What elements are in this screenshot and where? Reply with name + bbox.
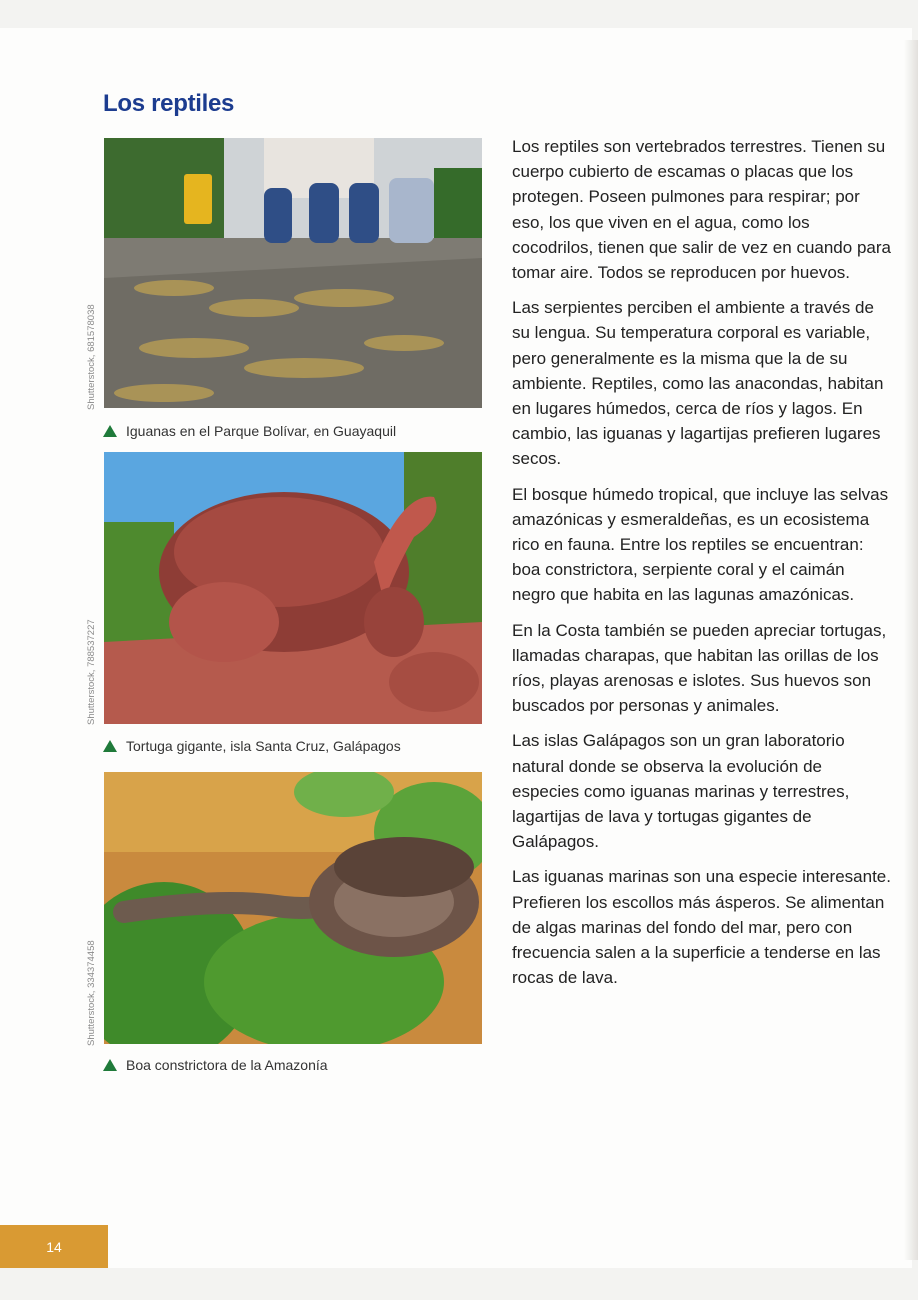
triangle-marker-icon [103, 1059, 117, 1071]
photo-credit: Shutterstock, 681578038 [86, 304, 97, 410]
paragraph: El bosque húmedo tropical, que incluye las selvas amazónicas y esmeraldeñas, es un ecosistema rico en fauna. Entre los reptiles se encuentran: boa constrictora, serpiente coral y el caimán negro que habita en las lagunas amazónicas. [512, 484, 889, 605]
caption-text: Tortuga gigante, isla Santa Cruz, Galápagos [126, 738, 401, 754]
paragraph: Las iguanas marinas son una especie interesante. Prefieren los escollos más ásperos. Se alimentan de algas marinas del fondo del mar, pero con frecuencia salen a la superficie a tenderse en las rocas de lava. [512, 867, 891, 988]
figure-caption [103, 423, 396, 439]
figure-caption [103, 1057, 328, 1073]
caption-text: Iguanas en el Parque Bolívar, en Guayaquil [126, 423, 397, 439]
triangle-marker-icon [103, 425, 117, 437]
figure-caption [103, 738, 401, 754]
page-title: Los reptiles [103, 90, 235, 117]
paragraph: En la Costa también se pueden apreciar tortugas, llamadas charapas, que habitan las orillas de los ríos, playas arenosas e islotes. Sus huevos son buscados por personas y animales. [512, 620, 887, 716]
paragraph: Los reptiles son vertebrados terrestres. Tienen su cuerpo cubierto de escamas o placas que los protegen. Poseen pulmones para respirar; por eso, los que viven en el agua, como los cocodrilos, tienen que salir de vez en cuando para tomar aire. Todos se reproducen por huevos. [512, 137, 891, 283]
page-edge-shadow [904, 40, 918, 1260]
caption-text: Boa constrictora de la Amazonía [126, 1057, 328, 1073]
paragraph: Las serpientes perciben el ambiente a través de su lengua. Su temperatura corporal es variable, pero generalmente es la misma que la de su ambiente. Reptiles, como las anacondas, habitan en lugares húmedos, cerca de ríos y lagos. En cambio, las iguanas y lagartijas prefieren lugares secos. [512, 298, 884, 469]
triangle-marker-icon [103, 740, 117, 752]
photo-iguanas-park [104, 138, 482, 408]
photo-giant-tortoise [104, 452, 482, 724]
body-text [512, 134, 892, 1001]
page-number: 14 [46, 1238, 62, 1255]
photo-boa-constrictor [104, 772, 482, 1044]
page-number-tab [0, 1225, 108, 1268]
photo-credit: Shutterstock, 334374458 [86, 940, 97, 1046]
paragraph: Las islas Galápagos son un gran laboratorio natural donde se observa la evolución de especies como iguanas marinas y terrestres, lagartijas de lava y tortugas gigantes de Galápagos. [512, 731, 850, 852]
photo-credit: Shutterstock, 788537227 [86, 619, 97, 725]
